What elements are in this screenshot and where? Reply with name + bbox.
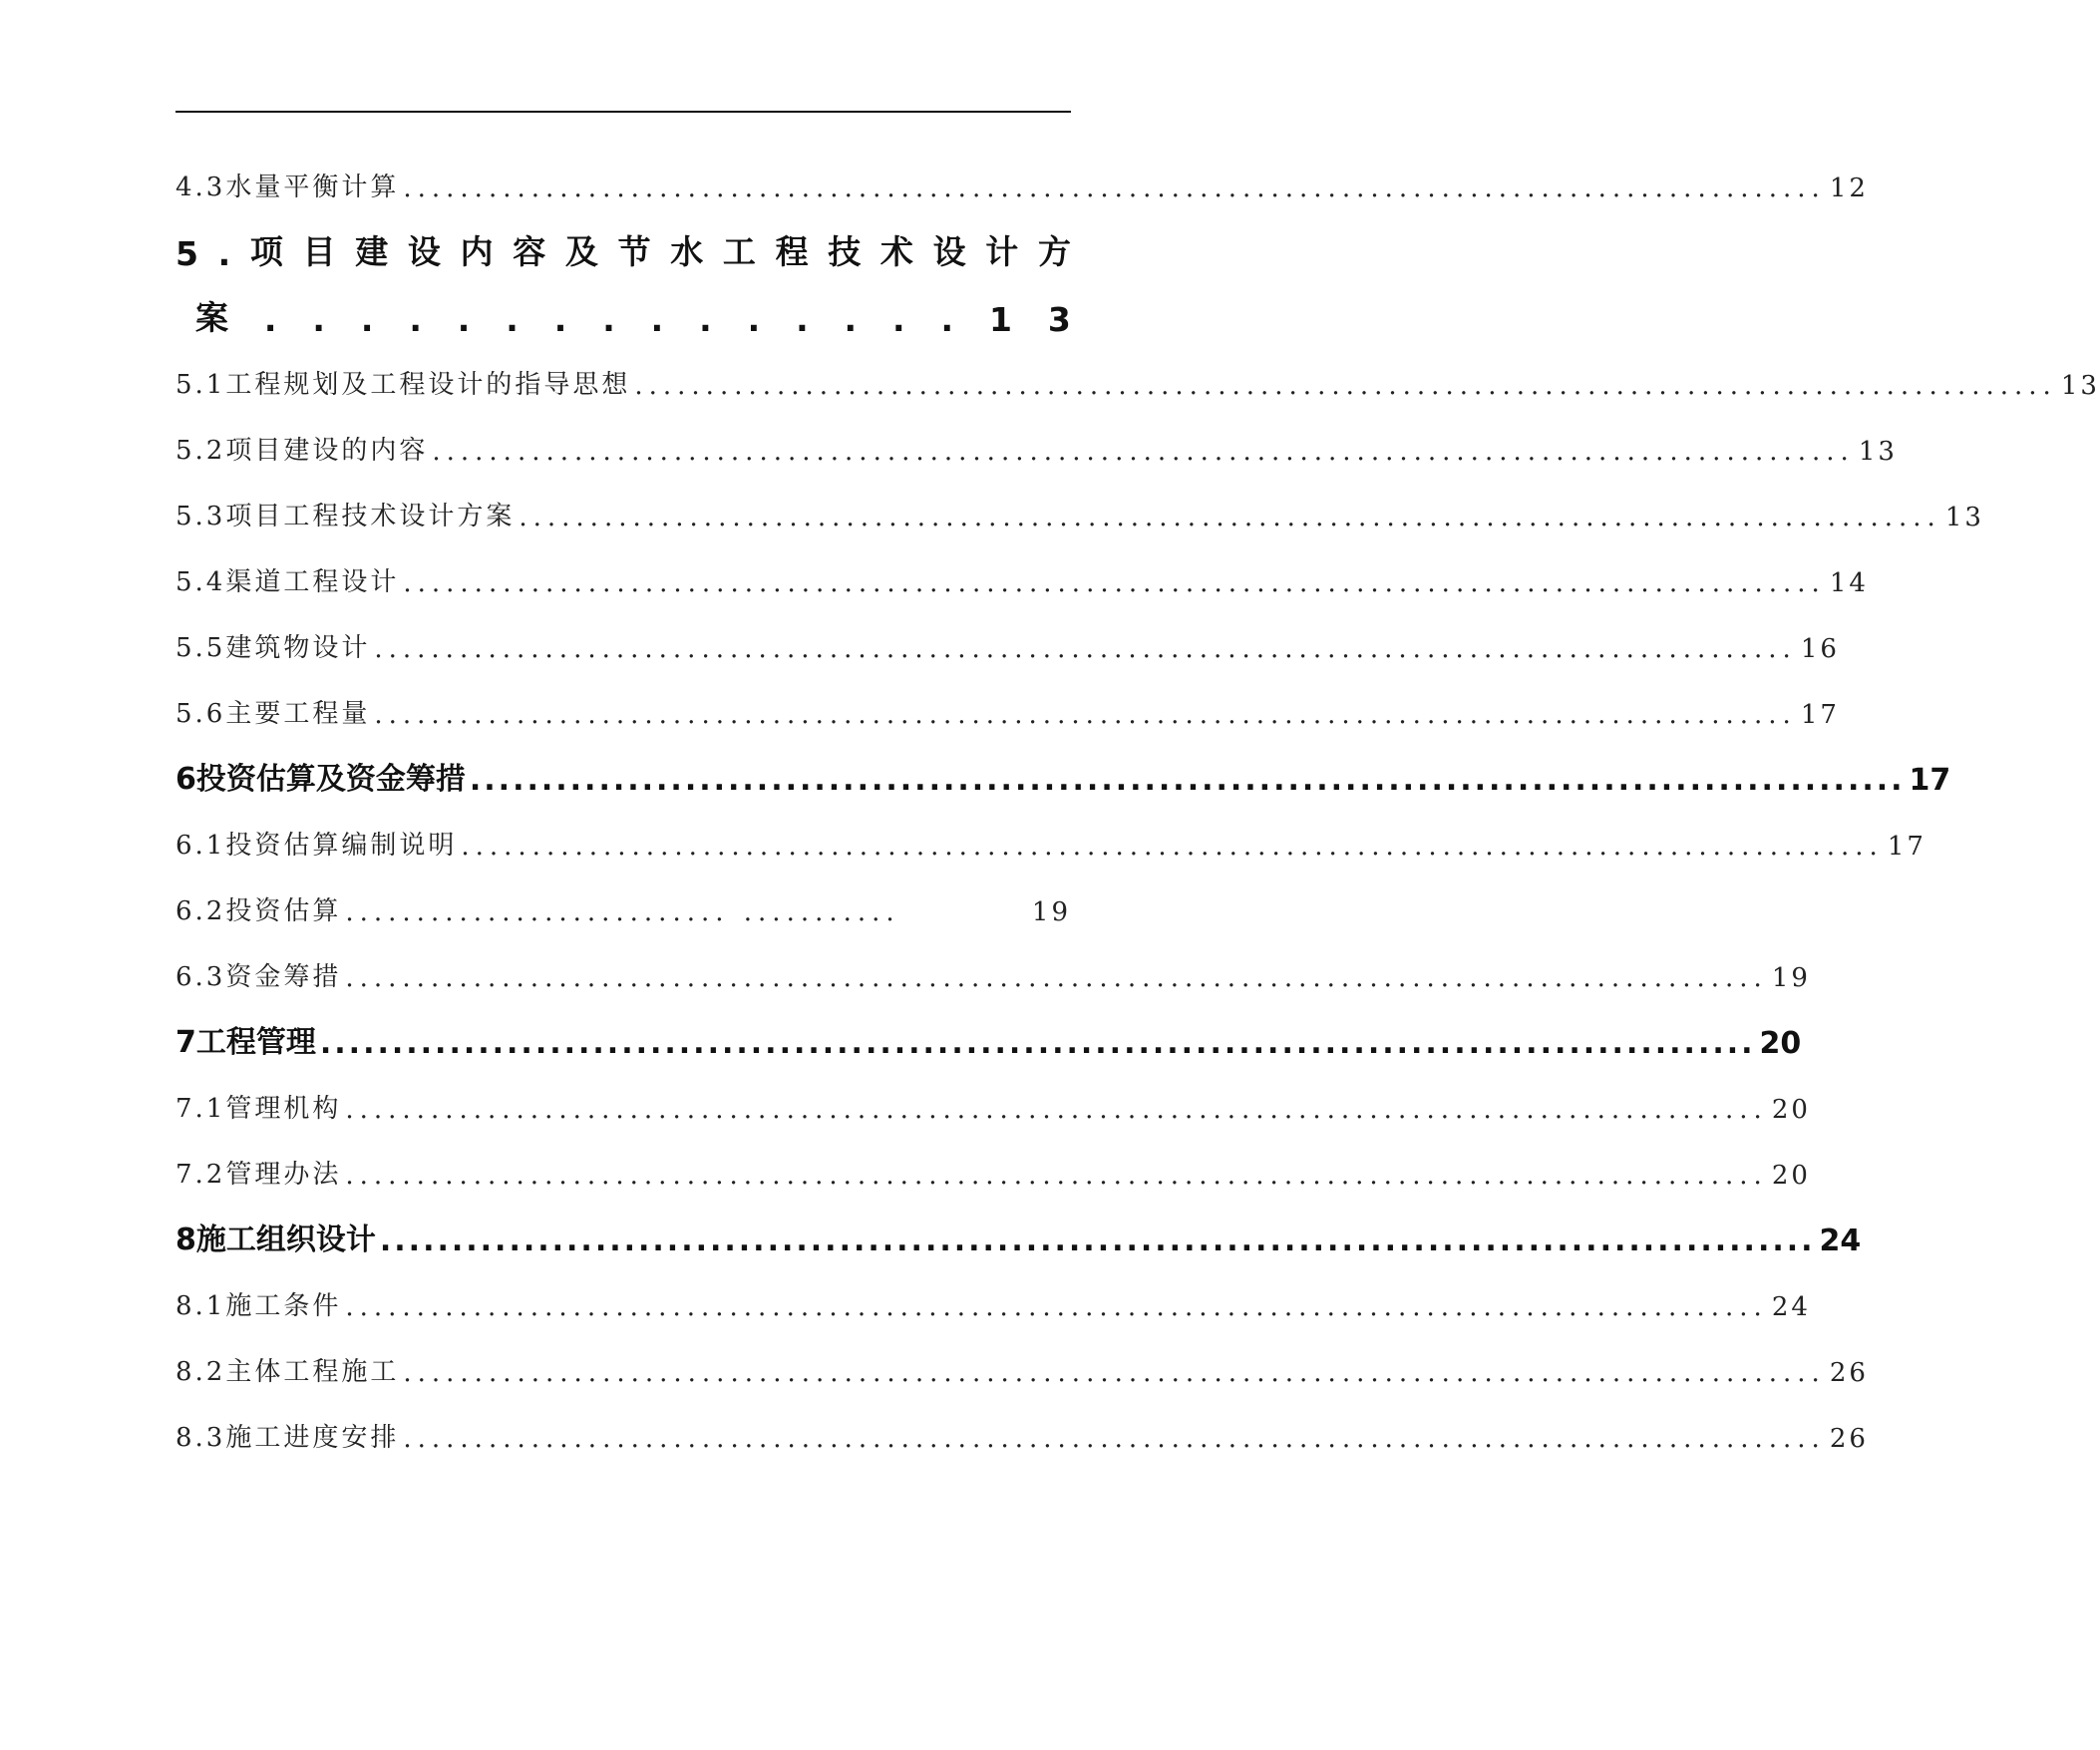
heading-char: . xyxy=(940,300,954,339)
heading-char: 容 xyxy=(513,232,546,271)
toc-entry-title: 6.2投资估算 xyxy=(175,896,342,926)
heading-char: 内 xyxy=(460,232,494,271)
toc-entry-7-1[interactable] xyxy=(175,1069,1811,1135)
toc-entry-page: 20 xyxy=(1759,1026,1802,1061)
toc-entry-title: 7.1管理机构 xyxy=(175,1094,342,1124)
heading-char: . xyxy=(602,300,615,339)
toc-entry-6-3[interactable] xyxy=(175,937,1811,1003)
toc-entry-title: 6投资估算及资金筹措 xyxy=(175,762,466,797)
heading-char: 节 xyxy=(617,232,651,271)
toc-entry-page: 24 xyxy=(1771,1292,1811,1322)
toc-entry-8[interactable] xyxy=(175,1201,1862,1266)
toc-entry-5-line1[interactable] xyxy=(175,213,1071,279)
toc-entry-7-2[interactable] xyxy=(175,1135,1811,1201)
heading-char: 程 xyxy=(775,232,809,271)
dot-leader: .................................................................................................... xyxy=(469,763,1906,798)
toc-entry-5-1[interactable] xyxy=(175,345,2100,411)
heading-char: . xyxy=(844,300,858,339)
toc-entry-page: 24 xyxy=(1819,1224,1862,1258)
toc-entry-4-3[interactable] xyxy=(175,148,1869,213)
toc-entry-title: 5.3项目工程技术设计方案 xyxy=(175,502,516,531)
toc-entry-6-2[interactable] xyxy=(175,872,1071,937)
heading-char: 技 xyxy=(828,232,862,271)
dot-leader: .................................................................................................... xyxy=(345,1095,1768,1125)
table-of-contents xyxy=(175,148,2100,1464)
heading-char: 设 xyxy=(932,232,966,271)
dot-leader: .................................................................................................... xyxy=(403,174,1826,203)
toc-entry-title: 5.6主要工程量 xyxy=(175,699,371,729)
heading-char: . xyxy=(312,300,325,339)
dot-leader: .................................................................................................... xyxy=(461,832,1884,862)
heading-char: 建 xyxy=(355,232,389,271)
toc-entry-8-2[interactable] xyxy=(175,1332,1869,1398)
toc-entry-6-1[interactable] xyxy=(175,806,1926,872)
heading-char: . xyxy=(699,300,712,339)
heading-char: . xyxy=(553,300,567,339)
toc-entry-title: 6.3资金筹措 xyxy=(175,962,342,992)
toc-entry-title: 8.3施工进度安排 xyxy=(175,1423,400,1453)
toc-entry-7[interactable] xyxy=(175,1003,1802,1069)
toc-entry-title: 8.1施工条件 xyxy=(175,1291,342,1321)
heading-char: . xyxy=(796,300,809,339)
toc-entry-page: 19 xyxy=(1771,963,1811,993)
toc-entry-page: 13 xyxy=(1858,437,1898,467)
heading-char: 方 xyxy=(1037,232,1071,271)
toc-entry-5-2[interactable] xyxy=(175,411,1898,477)
toc-entry-title: 4.3水量平衡计算 xyxy=(175,173,400,202)
heading-char: . xyxy=(457,300,471,339)
heading-char: . xyxy=(506,300,519,339)
heading-char: . xyxy=(650,300,664,339)
toc-entry-title: 5.1工程规划及工程设计的指导思想 xyxy=(175,370,631,400)
dot-leader: ........................... ........... xyxy=(345,897,900,927)
toc-entry-8-3[interactable] xyxy=(175,1398,1869,1464)
toc-entry-page: 26 xyxy=(1829,1424,1869,1454)
toc-entry-page: 13 xyxy=(1944,503,1984,532)
heading-char: 设 xyxy=(407,232,441,271)
toc-entry-page: 12 xyxy=(1829,174,1869,203)
toc-entry-6[interactable] xyxy=(175,740,1951,806)
toc-entry-5-3[interactable] xyxy=(175,477,1984,542)
toc-entry-title: 8.2主体工程施工 xyxy=(175,1357,400,1387)
toc-entry-title: 5.4渠道工程设计 xyxy=(175,567,400,597)
toc-entry-page: 26 xyxy=(1829,1358,1869,1388)
heading-char: . xyxy=(360,300,374,339)
heading-char: . xyxy=(217,234,231,273)
dot-leader: .................................................................................................... xyxy=(432,437,1855,467)
toc-entry-title: 6.1投资估算编制说明 xyxy=(175,831,458,861)
dot-leader: .................................................................................................... xyxy=(519,503,1941,532)
dot-leader: .................................................................................................... xyxy=(403,1358,1826,1388)
heading-char: . xyxy=(409,300,422,339)
toc-entry-page: 13 xyxy=(2060,371,2100,401)
dot-leader: .................................................................................................... xyxy=(403,1424,1826,1454)
toc-entry-page: 19 xyxy=(1031,897,1071,927)
toc-entry-5-4[interactable] xyxy=(175,542,1869,608)
toc-entry-5-6[interactable] xyxy=(175,674,1840,740)
header-rule xyxy=(175,111,1071,113)
toc-entry-title: 5.5建筑物设计 xyxy=(175,633,371,663)
heading-char: 目 xyxy=(302,232,336,271)
heading-char: 及 xyxy=(564,232,598,271)
toc-entry-8-1[interactable] xyxy=(175,1266,1811,1332)
heading-char: 工 xyxy=(722,232,756,271)
dot-leader: .................................................................................................... xyxy=(345,963,1768,993)
toc-entry-page: 17 xyxy=(1800,700,1840,730)
toc-entry-5-line2[interactable] xyxy=(175,279,1071,345)
dot-leader: .................................................................................................... xyxy=(374,634,1797,664)
heading-char: . xyxy=(892,300,905,339)
toc-entry-page: 1 xyxy=(988,300,1012,339)
toc-entry-page: 3 xyxy=(1047,300,1071,339)
heading-char: 水 xyxy=(670,232,704,271)
toc-entry-5-5[interactable] xyxy=(175,608,1840,674)
dot-leader: .................................................................................................... xyxy=(374,700,1797,730)
toc-entry-page: 16 xyxy=(1800,634,1840,664)
heading-char: 项 xyxy=(249,232,283,271)
dot-leader: .................................................................................................... xyxy=(345,1161,1768,1191)
heading-char: 术 xyxy=(879,232,913,271)
toc-entry-page: 17 xyxy=(1887,832,1926,862)
heading-char: . xyxy=(747,300,761,339)
toc-entry-title: 8施工组织设计 xyxy=(175,1223,376,1257)
heading-char: . xyxy=(263,300,277,339)
heading-char: 5 xyxy=(175,234,198,273)
dot-leader: .................................................................................................... xyxy=(345,1292,1768,1322)
dot-leader: .................................................................................................... xyxy=(403,568,1826,598)
dot-leader: .................................................................................................... xyxy=(319,1026,1756,1061)
heading-char: 计 xyxy=(985,232,1019,271)
heading-char: 案 xyxy=(195,298,228,337)
toc-entry-page: 20 xyxy=(1771,1161,1811,1191)
dot-leader: .................................................................................................... xyxy=(634,371,2057,401)
dot-leader: .................................................................................................... xyxy=(379,1224,1816,1258)
toc-entry-title: 7.2管理办法 xyxy=(175,1160,342,1190)
toc-entry-title: 5.2项目建设的内容 xyxy=(175,436,429,466)
toc-entry-page: 14 xyxy=(1829,568,1869,598)
toc-entry-title: 7工程管理 xyxy=(175,1025,316,1060)
toc-entry-page: 17 xyxy=(1909,763,1951,798)
toc-entry-page: 20 xyxy=(1771,1095,1811,1125)
